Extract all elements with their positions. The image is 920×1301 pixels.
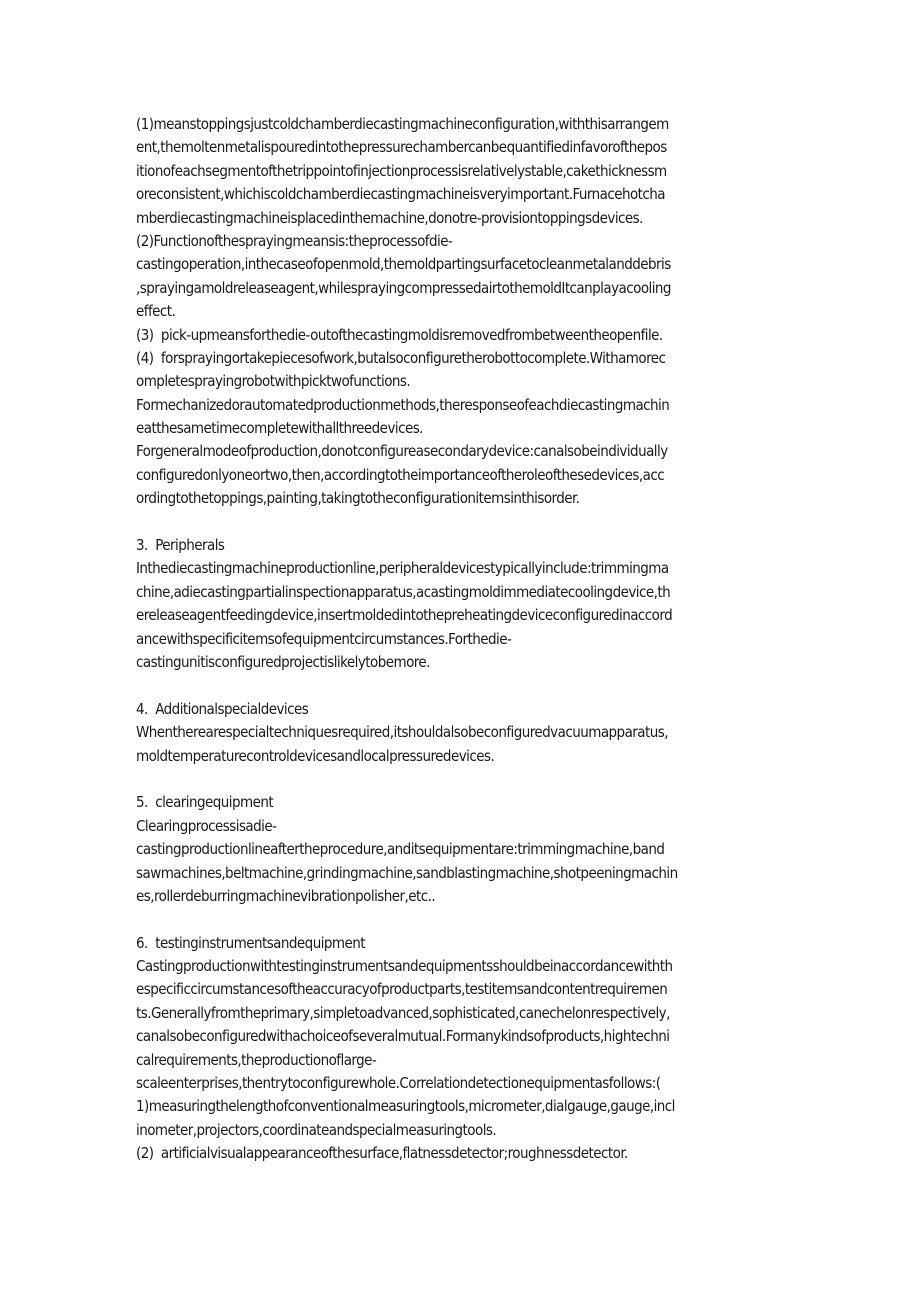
text-line: Forgeneralmodeofproduction,donotconfigureasecondarydevice:canalsobeindividually <box>136 442 668 461</box>
text-line: ,sprayingamoldreleaseagent,whilesprayingcompressedairtothemoldItcanplayacooling <box>136 278 671 297</box>
text-line: castingunitisconfiguredprojectislikelytobemore. <box>136 652 430 671</box>
text-line: (4) forsprayingortakepiecesofwork,butalsoconfiguretherobottocomplete.Withamorec <box>136 348 666 367</box>
blank-line <box>136 768 786 791</box>
paragraph-2 <box>136 230 786 324</box>
text-line: ts.Generallyfromtheprimary,simpletoadvanced,sophisticated,canechelonrespectively, <box>136 1003 670 1022</box>
section-testing-instruments <box>136 932 786 1166</box>
text-line: Inthediecastingmachineproductionline,peripheraldevicestypicallyinclude:trimmingma <box>136 559 669 578</box>
section-heading: 6. testinginstrumentsandequipment <box>136 933 366 952</box>
text-line: 1)measuringthelengthofconventionalmeasuringtools,micrometer,dialgauge,gauge,incl <box>136 1097 675 1116</box>
blank-line <box>136 908 786 931</box>
text-line: canalsobeconfiguredwithachoiceofseveralmutual.Formanykindsofproducts,hightechni <box>136 1027 670 1046</box>
section-clearing-equipment <box>136 791 786 908</box>
section-heading: 3. Peripherals <box>136 536 225 555</box>
text-line: oreconsistent,whichiscoldchamberdiecastingmachineisveryimportant.Furnacehotcha <box>136 185 665 204</box>
section-heading: 4. Additionalspecialdevices <box>136 699 309 718</box>
paragraph-4 <box>136 347 786 511</box>
text-line: especificcircumstancesoftheaccuracyofproductparts,testitemsandcontentrequiremen <box>136 980 668 999</box>
text-line: ereleaseagentfeedingdevice,insertmoldedintothepreheatingdeviceconfiguredinaccord <box>136 606 673 625</box>
text-line: moldtemperaturecontroldevicesandlocalpressuredevices. <box>136 746 495 765</box>
text-line: (1)meanstoppingsjustcoldchamberdiecastingmachineconfiguration,withthisarrangem <box>136 115 669 133</box>
document-page <box>136 113 786 1166</box>
text-line: effect. <box>136 302 176 321</box>
text-line: inometer,projectors,coordinateandspecialmeasuringtools. <box>136 1120 497 1139</box>
text-line: ompletesprayingrobotwithpicktwofunctions. <box>136 372 411 391</box>
text-line: chine,adiecastingpartialinspectionapparatus,acastingmoldimmediatecoolingdevice,th <box>136 582 671 601</box>
text-line: Clearingprocessisadie- <box>136 816 277 835</box>
paragraph-1 <box>136 113 786 230</box>
text-line: sawmachines,beltmachine,grindingmachine,sandblastingmachine,shotpeeningmachin <box>136 863 678 882</box>
text-line: castingproductionlineaftertheprocedure,anditsequipmentare:trimmingmachine,band <box>136 840 665 859</box>
text-line: calrequirements,theproductionoflarge- <box>136 1050 377 1069</box>
text-line: (2) artificialvisualappearanceofthesurface,flatnessdetector;roughnessdetector. <box>136 1144 628 1163</box>
text-line: ent,themoltenmetalispouredintothepressurechambercanbequantifiedinfavorofthepos <box>136 138 667 157</box>
section-heading: 5. clearingequipment <box>136 793 274 812</box>
text-line: (2)Functionofthesprayingmeansis:theprocessofdie- <box>136 231 453 250</box>
text-line: Formechanizedorautomatedproductionmethods,theresponseofeachdiecastingmachin <box>136 395 670 414</box>
text-line: ancewithspecificitemsofequipmentcircumstances.Forthedie- <box>136 629 512 648</box>
text-line: ordingtothetoppings,painting,takingtotheconfigurationitemsinthisorder. <box>136 489 580 508</box>
text-line: mberdiecastingmachineisplacedinthemachine,donotre-provisiontoppingsdevices. <box>136 208 643 227</box>
text-line: es,rollerdeburringmachinevibrationpolisher,etc.. <box>136 886 436 905</box>
section-peripherals <box>136 534 786 674</box>
text-line: (3) pick-upmeansforthedie-outofthecastingmoldisremovedfrombetweentheopenfile. <box>136 325 663 344</box>
text-line: itionofeachsegmentofthetrippointofinjectionprocessisrelativelystable,cakethicknessm <box>136 161 667 180</box>
text-line: Castingproductionwithtestinginstrumentsandequipmentsshouldbeinaccordancewithth <box>136 957 673 976</box>
blank-line <box>136 674 786 697</box>
text-line: castingoperation,inthecaseofopenmold,themoldpartingsurfacetocleanmetalanddebris <box>136 255 671 274</box>
text-line: eatthesametimecompletewithallthreedevices. <box>136 419 423 438</box>
text-line: scaleenterprises,thentrytoconfigurewhole.Correlationdetectionequipmentasfollows:( <box>136 1074 661 1093</box>
paragraph-3 <box>136 324 786 347</box>
text-line: configuredonlyoneortwo,then,accordingtotheimportanceoftheroleofthesedevices,acc <box>136 465 665 484</box>
blank-line <box>136 511 786 534</box>
text-line: Whentherearespecialtechniquesrequired,itshouldalsobeconfiguredvacuumapparatus, <box>136 723 668 742</box>
section-additional-special-devices <box>136 698 786 768</box>
